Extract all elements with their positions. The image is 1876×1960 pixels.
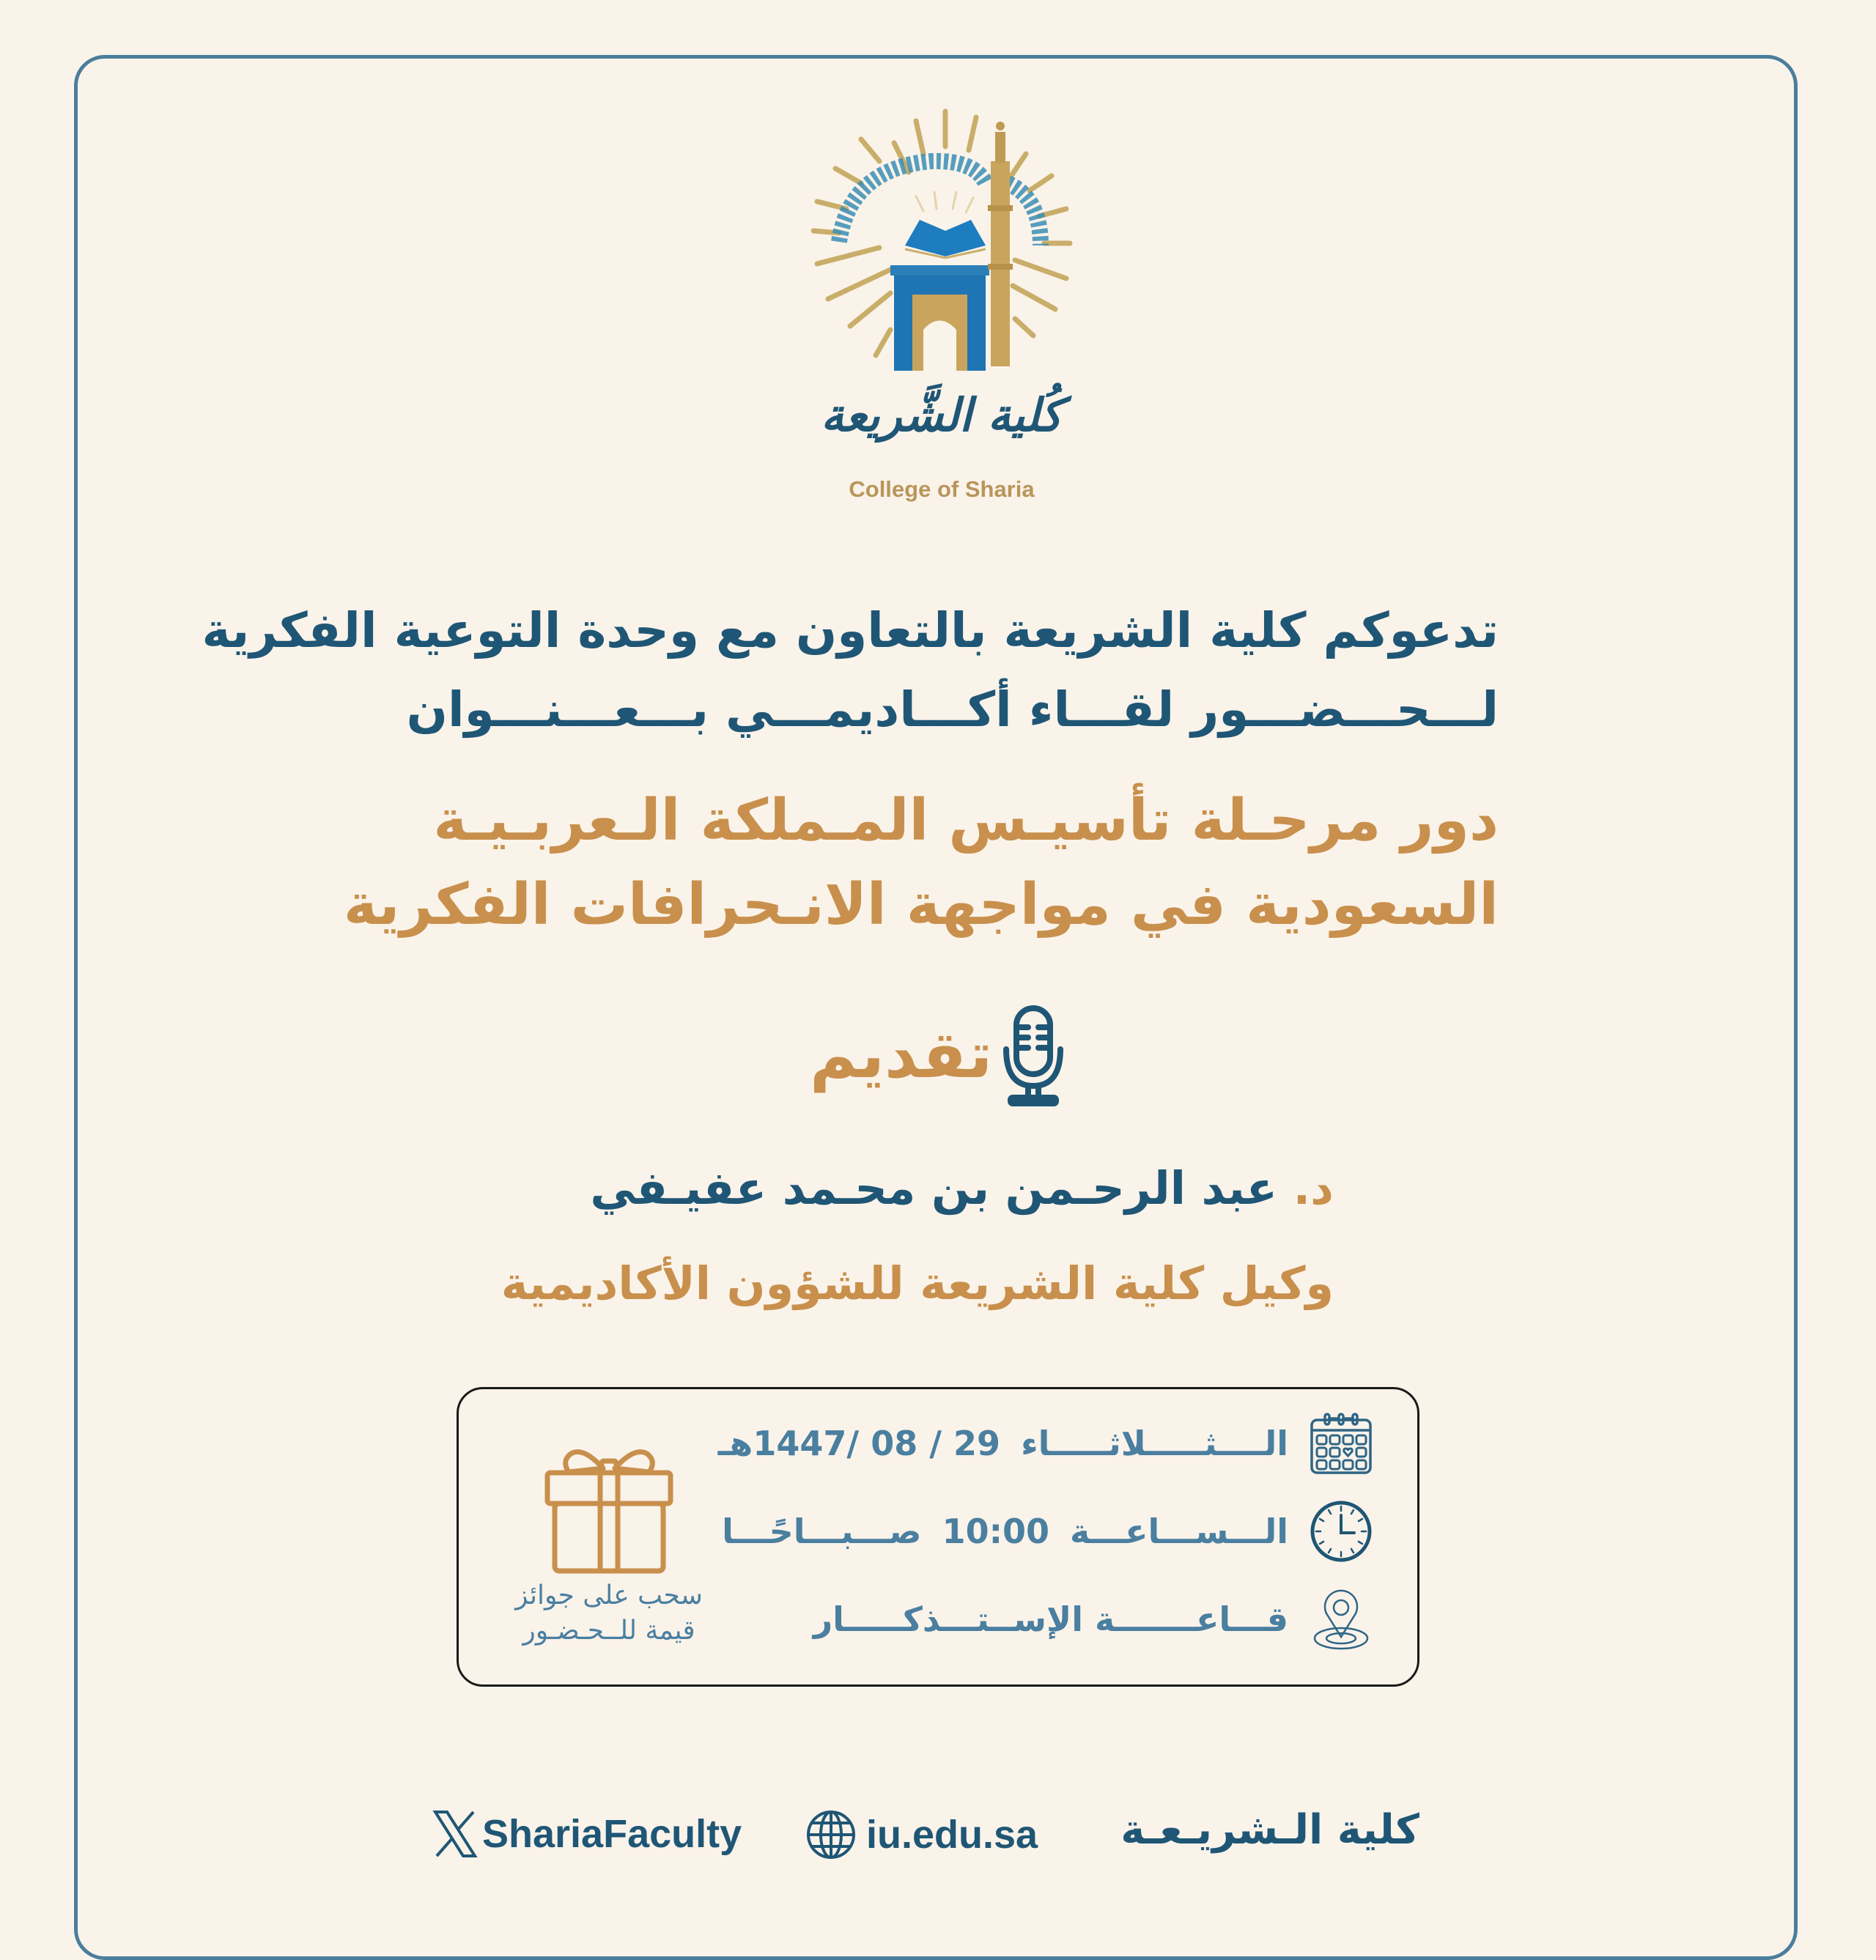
x-handle: ShariaFaculty <box>482 1812 742 1856</box>
event-details-box <box>457 1387 1419 1687</box>
speaker-name <box>590 1161 1334 1215</box>
invitation-line-2: لـــحـــضـــور لقـــاء أكـــاديمـــي بـــعـــنـــوان <box>406 681 1499 738</box>
clock-icon <box>1309 1499 1373 1564</box>
time-value: 10:00 <box>942 1512 1050 1551</box>
prize-line-2: قيمة للــحـضـور <box>522 1616 695 1646</box>
presenter-label: تقديم <box>810 1017 993 1092</box>
speaker-role: وكيل كلية الشريعة للشؤون الأكاديمية <box>501 1257 1334 1310</box>
date-value: 29 / 08 /1447هـ <box>717 1424 1001 1463</box>
time-label: الـــســـاعـــة <box>1070 1512 1288 1551</box>
invitation-line-1: تدعوكم كلية الشريعة بالتعاون مع وحدة التوعية الفكرية <box>202 602 1499 659</box>
event-title-line-2: السعودية في مواجهة الانـحرافات الفكرية <box>343 872 1499 938</box>
logo-wordmark-arabic: كُلية الشَّريعة <box>821 388 1063 442</box>
place-row <box>813 1587 1373 1652</box>
speaker-title-prefix: د. <box>1293 1161 1334 1215</box>
university-emblem-icon <box>806 103 1085 381</box>
prize-line-1: سحب على جوائز <box>515 1580 703 1610</box>
x-twitter-icon <box>432 1810 478 1858</box>
event-title-line-1: دور مرحـلة تأسيـس المـملكة الـعربـيـة <box>433 788 1499 854</box>
gift-icon <box>543 1439 675 1575</box>
footer-college-name: كلية الـشريـعـة <box>1120 1806 1419 1854</box>
speaker-full-name: عبد الرحـمن بن محـمد عفيـفي <box>590 1161 1278 1215</box>
date-day: الــــثـــــلاثـــــاء <box>1021 1424 1288 1463</box>
place-value: قـــاعـــــــة الإســتـــذكـــــار <box>813 1600 1288 1639</box>
location-pin-icon <box>1309 1587 1373 1652</box>
x-handle-link[interactable] <box>432 1810 742 1858</box>
microphone-icon <box>1000 1004 1066 1108</box>
website-link[interactable] <box>806 1810 1038 1860</box>
time-row <box>722 1499 1373 1564</box>
website-url: iu.edu.sa <box>866 1813 1038 1857</box>
logo-wordmark-english: College of Sharia <box>849 476 1035 502</box>
globe-icon <box>806 1810 856 1860</box>
date-row <box>718 1411 1373 1476</box>
time-period: صـــبـــاحًـــا <box>722 1512 922 1551</box>
calendar-icon <box>1309 1411 1373 1476</box>
prize-text <box>488 1578 730 1649</box>
